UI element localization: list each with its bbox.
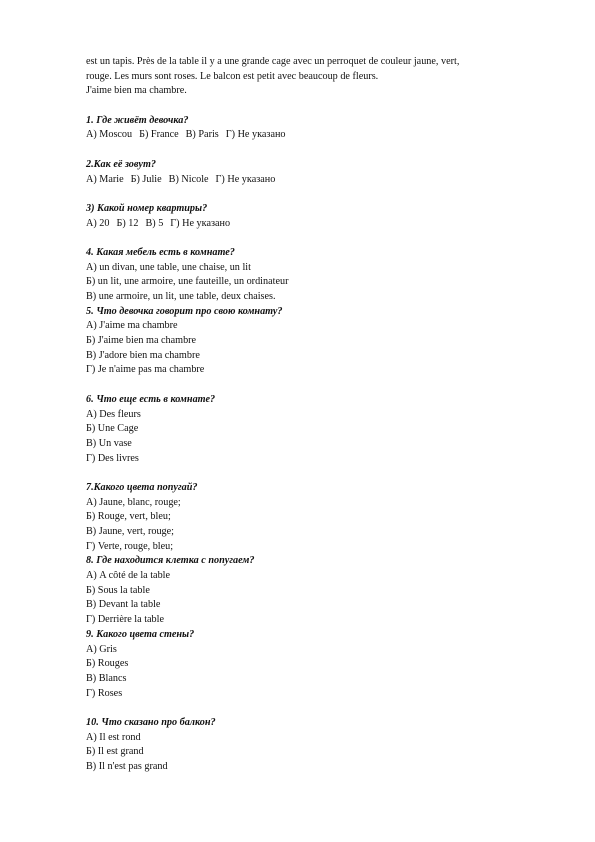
question-3: 3) Какой номер квартиры? — [86, 202, 208, 214]
option-b: Б) Julie — [130, 173, 162, 185]
option-a: А) Moscou — [86, 129, 133, 141]
question-1: 1. Где живёт девочка? — [86, 114, 189, 126]
option-g: Г) Не указано — [215, 173, 276, 185]
option-g: Г) Verte, rouge, bleu; — [86, 540, 174, 552]
option-a: А) Gris — [86, 643, 117, 655]
option-a: А) A côté de la table — [86, 570, 171, 582]
question-6: 6. Что еще есть в комнате? — [86, 393, 216, 405]
question-4: 4. Какая мебель есть в комнате? — [86, 246, 235, 258]
option-v: В) Jaune, vert, rouge; — [86, 526, 174, 537]
question-2: 2.Как её зовут? — [86, 158, 156, 170]
option-v: В) 5 — [145, 217, 164, 229]
option-b: Б) Rouges — [86, 658, 129, 670]
option-v: В) Blancs — [86, 672, 127, 684]
option-b: Б) Une Cage — [86, 423, 139, 435]
option-g: Г) Roses — [86, 687, 123, 699]
option-a: А) J'aime ma chambre — [86, 320, 178, 332]
option-b: Б) Il est grand — [86, 746, 144, 758]
option-b: Б) J'aime bien ma chambre — [86, 335, 197, 347]
option-a: А) Il est rond — [86, 731, 141, 743]
document-page — [86, 55, 536, 775]
option-v: В) Nicole — [168, 173, 209, 185]
option-a: А) Jaune, blanc, rouge; — [86, 496, 181, 508]
option-g: Г) Je n'aime pas ma chambre — [86, 364, 205, 376]
options-1 — [86, 128, 536, 143]
intro-line: rouge. Les murs sont roses. Le balcon est petit avec beaucoup de fleurs. — [86, 70, 379, 82]
option-v: В) J'adore bien ma chambre — [86, 349, 200, 361]
option-g: Г) Des livres — [86, 452, 139, 464]
option-g: Г) Не указано — [170, 217, 231, 229]
option-g: Г) Не указано — [225, 129, 286, 141]
question-5: 5. Что девочка говорит про свою комнату? — [86, 305, 283, 317]
intro-line: J'aime bien ma chambre. — [86, 85, 187, 97]
question-8: 8. Где находится клетка с попугаем? — [86, 555, 255, 567]
option-b: Б) Sous la table — [86, 584, 150, 596]
question-9: 9. Какого цвета стены? — [86, 628, 195, 640]
option-b: Б) France — [139, 129, 179, 141]
option-a: А) Des fleurs — [86, 408, 141, 420]
option-v: В) une armoire, un lit, une table, deux chaises. — [86, 291, 276, 302]
option-a: А) 20 — [86, 217, 110, 229]
option-g: Г) Derrière la table — [86, 614, 165, 626]
option-b: Б) 12 — [116, 217, 139, 229]
option-v: В) Devant la table — [86, 599, 161, 611]
options-3 — [86, 217, 536, 232]
option-a: А) un divan, une table, une chaise, un lit — [86, 261, 251, 273]
options-2 — [86, 173, 536, 188]
option-v: В) Paris — [185, 129, 219, 141]
option-v: В) Un vase — [86, 437, 132, 449]
question-7: 7.Какого цвета попугай? — [86, 481, 198, 493]
question-10: 10. Что сказано про балкон? — [86, 716, 216, 728]
option-b: Б) Rouge, vert, bleu; — [86, 511, 171, 523]
intro-line: est un tapis. Près de la table il y a une grande cage avec un perroquet de couleur jaune, vert, — [86, 56, 460, 67]
option-v: В) Il n'est pas grand — [86, 761, 168, 772]
option-b: Б) un lit, une armoire, une fauteille, un ordinateur — [86, 276, 289, 288]
option-a: А) Marie — [86, 173, 124, 185]
